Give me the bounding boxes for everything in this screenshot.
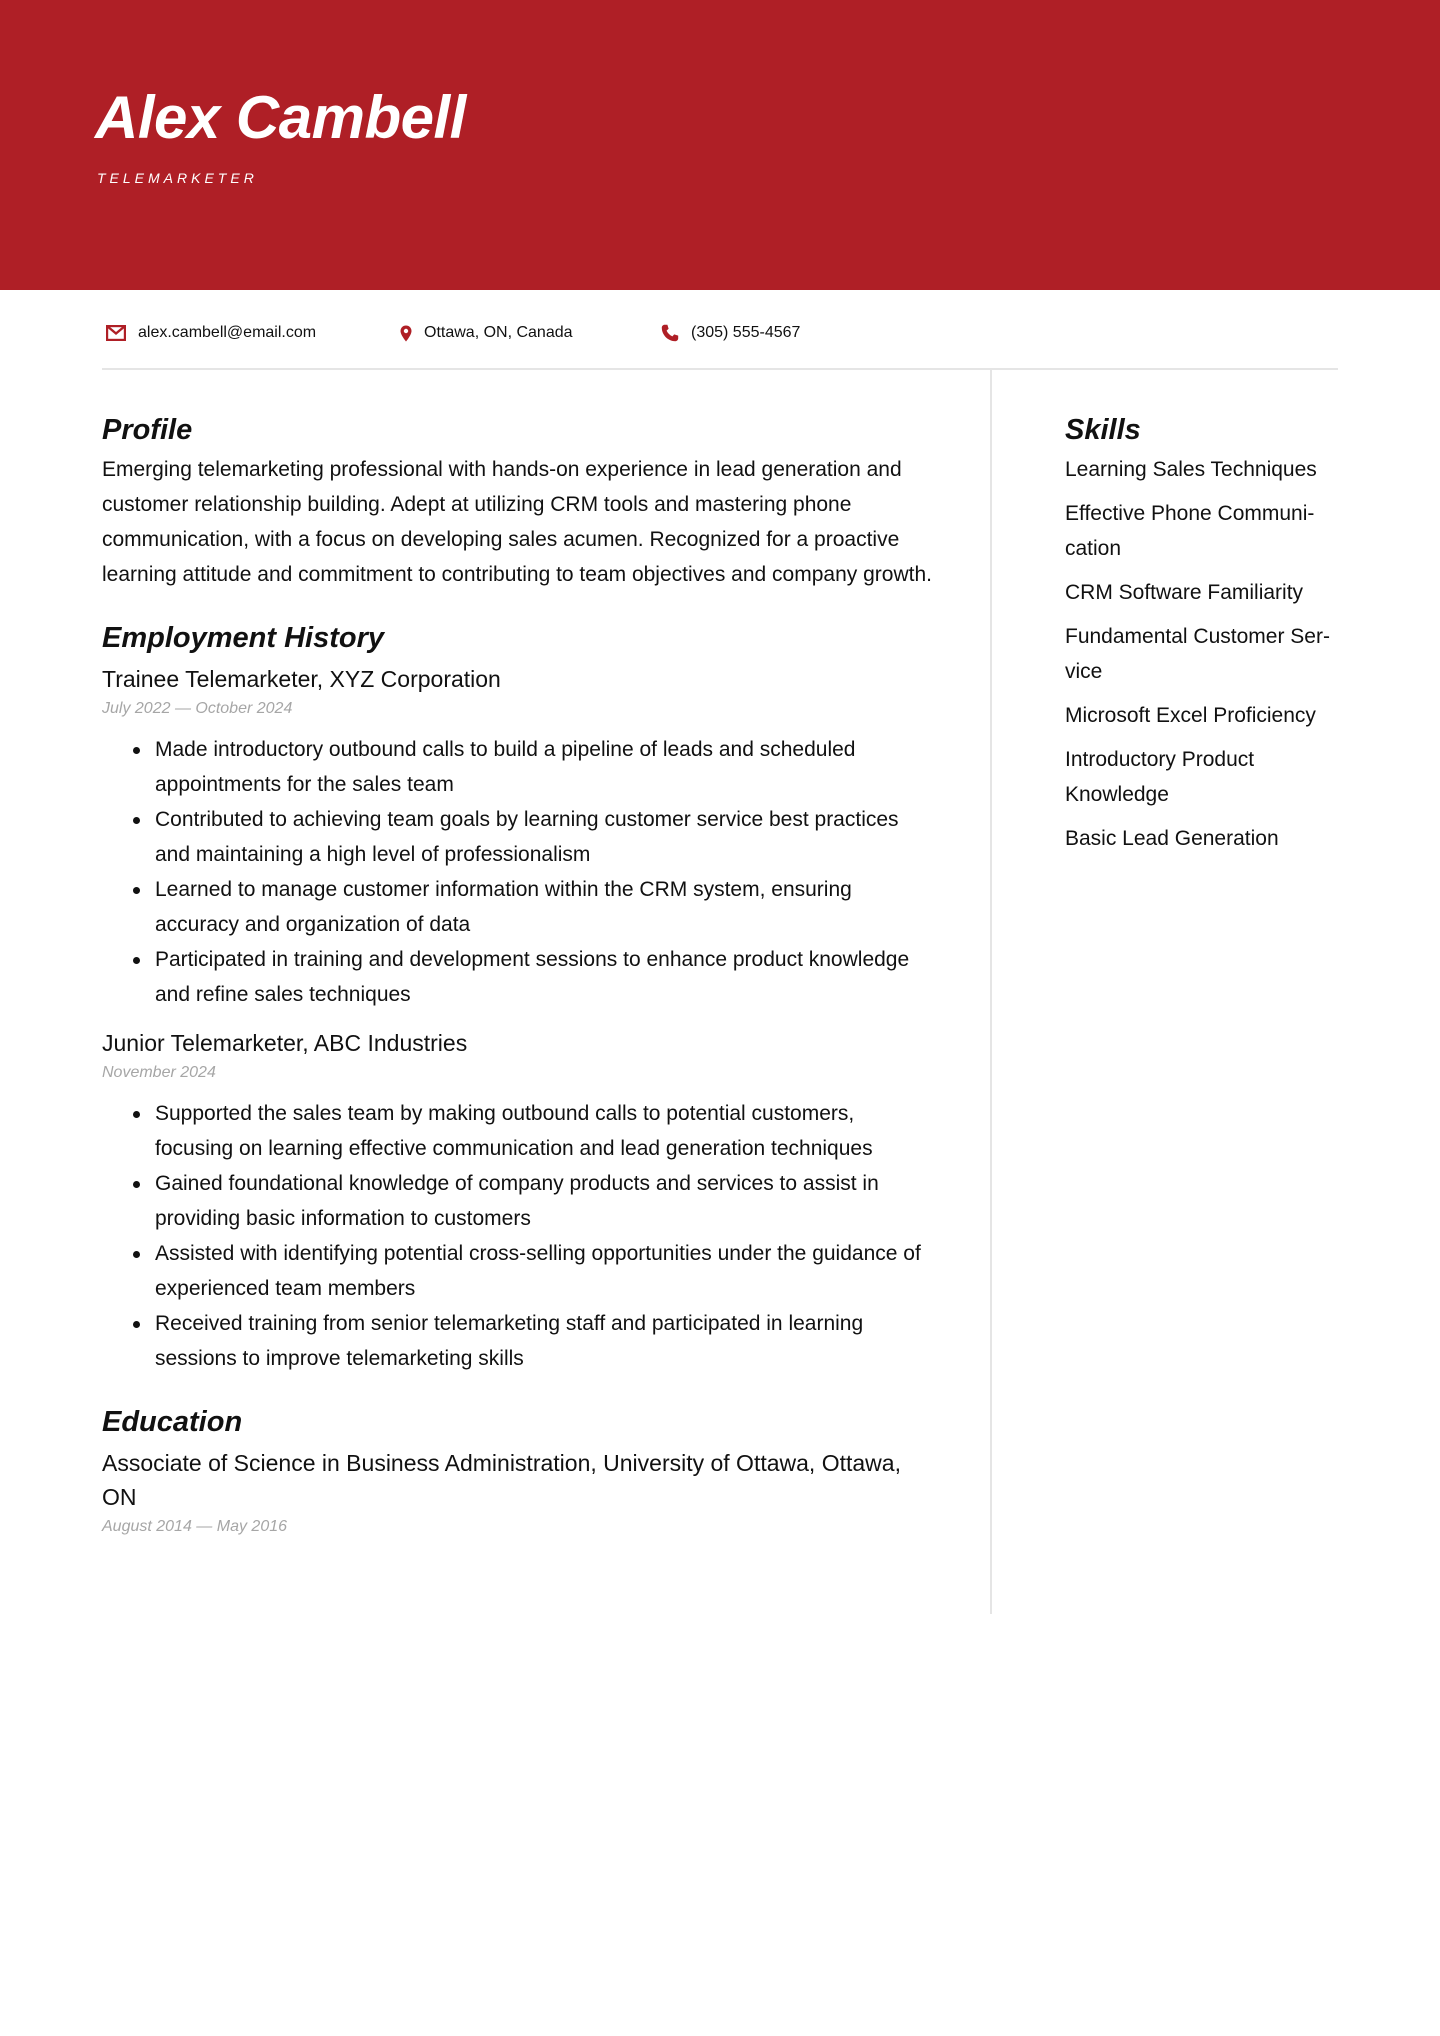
job-dates: July 2022 — October 2024 xyxy=(102,700,293,717)
education-heading: Education xyxy=(102,1406,243,1438)
phone-icon xyxy=(661,324,679,342)
contact-row xyxy=(102,318,1338,348)
mail-icon xyxy=(106,325,126,341)
bullet-item: Participated in training and development sessions to enhance product knowledge and refine sales techniques xyxy=(102,942,932,1012)
skills-section xyxy=(1065,408,1340,856)
profile-text: Emerging telemarketing professional with hands-on experience in lead generation and customer relationship building. Adept at utilizing CRM tools and mastering phone communication, with a focus on developing sales acumen. Recognized for a proactive learning attitude and commitment to contributing to team objectives and company growth. xyxy=(102,458,932,586)
skill-item: Microsoft Excel Proficiency xyxy=(1065,704,1316,727)
skill-item: Effective Phone Communi-cation xyxy=(1065,502,1315,560)
employment-heading: Employment History xyxy=(102,622,384,654)
job-entry xyxy=(102,1026,932,1376)
column-divider xyxy=(990,370,992,1614)
profile-section xyxy=(102,408,932,592)
skill-item: Learning Sales Techniques xyxy=(1065,458,1317,481)
location-text: Ottawa, ON, Canada xyxy=(424,324,573,341)
contact-email[interactable] xyxy=(106,318,316,348)
bullet-item: Received training from senior telemarketing staff and participated in learning sessions to improve telemarketing skills xyxy=(102,1306,932,1376)
job-entry xyxy=(102,662,932,1012)
employment-section xyxy=(102,616,932,1376)
job-bullets xyxy=(102,732,932,1012)
skills-heading: Skills xyxy=(1065,414,1141,446)
candidate-title: TELEMARKETER xyxy=(97,170,258,186)
candidate-name: Alex Cambell xyxy=(95,84,466,151)
skill-item: Introductory Product Knowledge xyxy=(1065,748,1255,806)
bullet-item: Learned to manage customer information within the CRM system, ensuring accuracy and organization of data xyxy=(102,872,932,942)
job-title: Junior Telemarketer, ABC Industries xyxy=(102,1030,468,1056)
location-pin-icon xyxy=(400,325,412,342)
job-title: Trainee Telemarketer, XYZ Corporation xyxy=(102,666,501,692)
profile-heading: Profile xyxy=(102,414,193,446)
education-dates: August 2014 — May 2016 xyxy=(102,1518,288,1535)
bullet-item: Gained foundational knowledge of company products and services to assist in providing basic information to customers xyxy=(102,1166,932,1236)
main-column xyxy=(102,408,932,1539)
contact-location xyxy=(400,318,573,348)
job-bullets xyxy=(102,1096,932,1376)
bullet-item: Assisted with identifying potential cross-selling opportunities under the guidance of experienced team members xyxy=(102,1236,932,1306)
email-text: alex.cambell@email.com xyxy=(138,324,317,341)
skills-list xyxy=(1065,452,1340,856)
bullet-item: Contributed to achieving team goals by learning customer service best practices and maintaining a high level of professionalism xyxy=(102,802,932,872)
contact-phone[interactable] xyxy=(661,318,800,348)
phone-text: (305) 555-4567 xyxy=(691,324,801,341)
header-banner xyxy=(0,0,1440,290)
skill-item: Basic Lead Generation xyxy=(1065,827,1279,850)
skill-item: CRM Software Familiarity xyxy=(1065,581,1304,604)
job-dates: November 2024 xyxy=(102,1064,216,1081)
education-section xyxy=(102,1400,932,1539)
skill-item: Fundamental Customer Ser-vice xyxy=(1065,625,1330,683)
bullet-item: Supported the sales team by making outbound calls to potential customers, focusing on learning effective communication and lead generation techniques xyxy=(102,1096,932,1166)
sidebar-column xyxy=(1065,408,1340,865)
education-degree: Associate of Science in Business Administration, University of Ottawa, Ottawa, ON xyxy=(102,1450,901,1510)
header-divider xyxy=(102,368,1338,370)
bullet-item: Made introductory outbound calls to build a pipeline of leads and scheduled appointments for the sales team xyxy=(102,732,932,802)
